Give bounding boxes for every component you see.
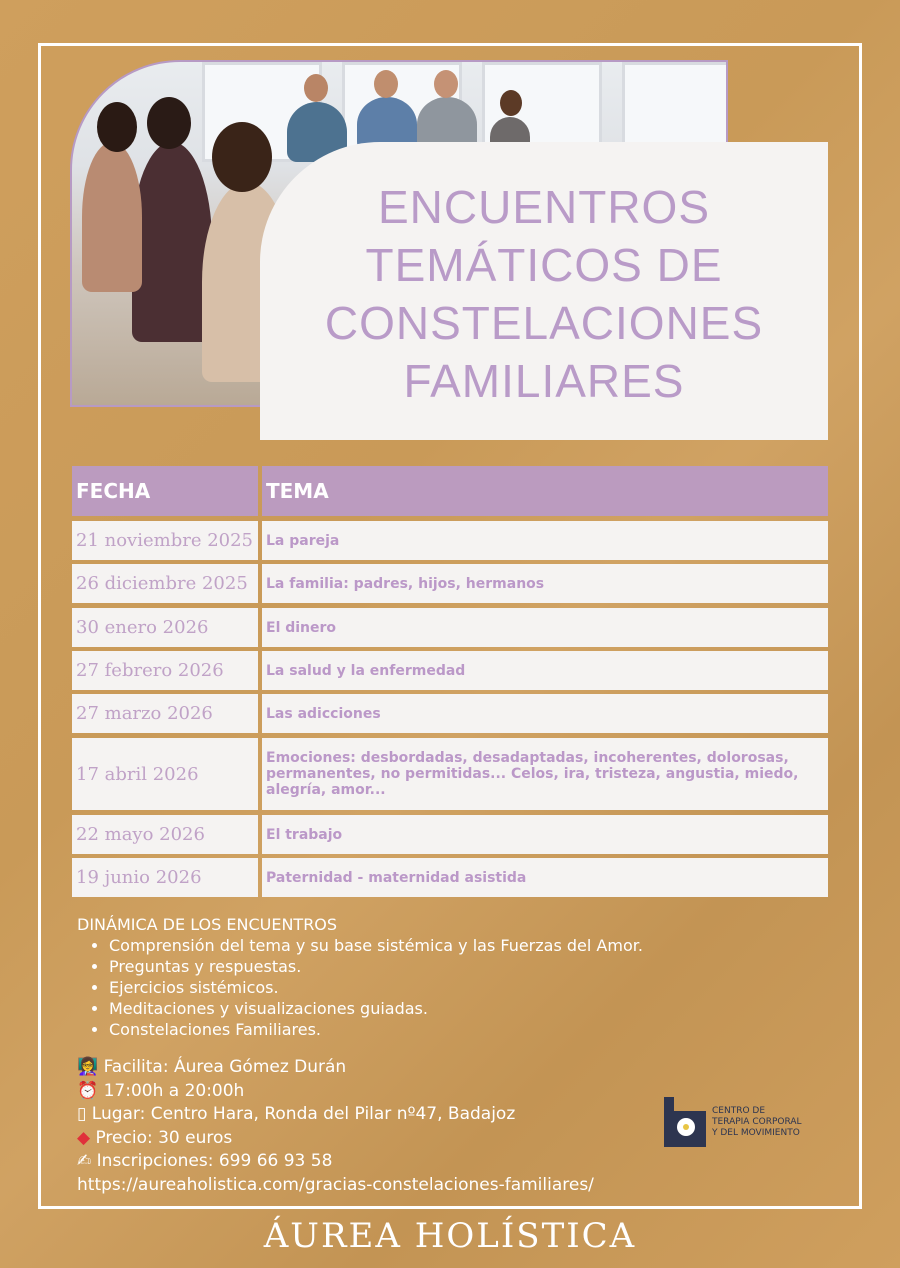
dinamica-item: • Comprensión del tema y su base sistémica y las Fuerzas del Amor. bbox=[109, 935, 643, 956]
fecha-cell: 21 noviembre 2025 bbox=[72, 521, 258, 560]
lugar-text: Lugar: Centro Hara, Ronda del Pilar nº47, Badajoz bbox=[91, 1104, 516, 1124]
logo-line: Y DEL MOVIMIENTO bbox=[712, 1127, 800, 1138]
alarm-clock-icon: ⏰ bbox=[77, 1080, 99, 1101]
dinamica-item: • Preguntas y respuestas. bbox=[109, 956, 643, 977]
fecha-cell: 17 abril 2026 bbox=[72, 738, 258, 810]
dinamica-item: • Meditaciones y visualizaciones guiadas. bbox=[109, 998, 643, 1019]
tema-cell: Emociones: desbordadas, desadaptadas, incoherentes, dolorosas, permanentes, no permitidas... Celos, ira, tristeza, angustia, miedo, alegría, amor... bbox=[262, 738, 828, 810]
brand-logo: ÁUREA HOLÍSTICA bbox=[263, 1216, 637, 1256]
fecha-cell: 27 marzo 2026 bbox=[72, 694, 258, 733]
title-line: ENCUENTROS bbox=[377, 181, 711, 233]
tema-cell: El dinero bbox=[262, 608, 828, 647]
tema-cell: El trabajo bbox=[262, 815, 828, 854]
inscripciones-text: Inscripciones: 699 66 93 58 bbox=[96, 1151, 333, 1171]
fecha-cell: 26 diciembre 2025 bbox=[72, 564, 258, 603]
tema-cell: La familia: padres, hijos, hermanos bbox=[262, 564, 828, 603]
fecha-cell: 22 mayo 2026 bbox=[72, 815, 258, 854]
ticket-icon: ◆ bbox=[77, 1127, 91, 1148]
fecha-cell: 27 febrero 2026 bbox=[72, 651, 258, 690]
dinamica-item: • Constelaciones Familiares. bbox=[109, 1019, 643, 1040]
tema-cell: La pareja bbox=[262, 521, 828, 560]
logo-line: TERAPIA CORPORAL bbox=[712, 1116, 802, 1127]
header-fecha: FECHA bbox=[72, 466, 258, 516]
tema-cell: La salud y la enfermedad bbox=[262, 651, 828, 690]
dinamica-section bbox=[77, 914, 643, 1040]
page-title bbox=[260, 178, 828, 410]
teacher-icon: 👩‍🏫 bbox=[77, 1057, 99, 1077]
fecha-cell: 19 junio 2026 bbox=[72, 858, 258, 897]
location-icon: ▯ bbox=[77, 1104, 87, 1124]
fecha-cell: 30 enero 2026 bbox=[72, 608, 258, 647]
dinamica-item: • Ejercicios sistémicos. bbox=[109, 977, 643, 998]
dinamica-heading: DINÁMICA DE LOS ENCUENTROS bbox=[77, 915, 338, 934]
tema-cell: Paternidad - maternidad asistida bbox=[262, 858, 828, 897]
facilita-text: Facilita: Áurea Gómez Durán bbox=[103, 1057, 347, 1077]
header-tema: TEMA bbox=[262, 466, 828, 516]
hara-logo-icon bbox=[664, 1097, 706, 1147]
centro-hara-logo bbox=[664, 1097, 802, 1147]
precio-text: Precio: 30 euros bbox=[95, 1127, 233, 1148]
title-line: FAMILIARES bbox=[403, 355, 685, 407]
title-line: CONSTELACIONES bbox=[324, 297, 764, 349]
tema-cell: Las adicciones bbox=[262, 694, 828, 733]
writing-hand-icon: ✍ bbox=[77, 1151, 92, 1171]
title-line: TEMÁTICOS DE bbox=[365, 239, 723, 291]
title-card bbox=[260, 142, 828, 440]
logo-line: CENTRO DE bbox=[712, 1105, 766, 1116]
info-section bbox=[77, 1056, 594, 1197]
horario-text: 17:00h a 20:00h bbox=[103, 1080, 245, 1101]
website-link[interactable]: https://aureaholistica.com/gracias-constelaciones-familiares/ bbox=[77, 1174, 594, 1195]
